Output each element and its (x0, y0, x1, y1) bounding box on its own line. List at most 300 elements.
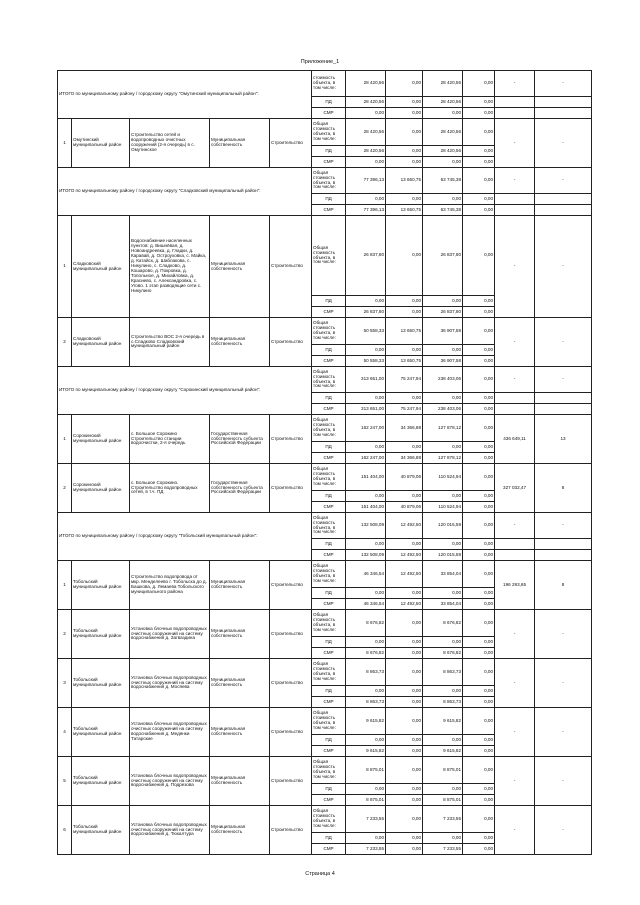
value-local-budget: 0,00 (463, 561, 495, 588)
value-total-cost: 26 837,80 (346, 216, 386, 296)
value-reg-budget: 8 676,82 (423, 648, 463, 659)
extra-col-2 (535, 194, 592, 205)
smr-label: СМР (312, 356, 346, 367)
ownership: Муниципальная собственность (210, 659, 270, 708)
value-fed-budget: 0,00 (386, 345, 423, 356)
value-local-budget: 0,00 (463, 296, 495, 307)
value-total-cost: 8 676,82 (346, 610, 386, 637)
value-reg-budget: 0,00 (423, 345, 463, 356)
value-total-cost: 9 615,82 (346, 746, 386, 757)
value-local-budget: 0,00 (463, 205, 495, 216)
row-number: 4 (58, 708, 72, 757)
value-reg-budget: 0,00 (423, 194, 463, 205)
value-fed-budget: 0,00 (386, 307, 423, 318)
object-row (58, 806, 592, 833)
value-total-cost: 26 837,80 (346, 307, 386, 318)
value-total-cost: 8 676,82 (346, 648, 386, 659)
value-total-cost: 0,00 (346, 157, 386, 168)
smr-label: СМР (312, 746, 346, 757)
value-total-cost: 9 615,82 (346, 708, 386, 735)
extra-col-2 (535, 97, 592, 108)
value-local-budget: 0,00 (463, 168, 495, 194)
units-value: 8 (535, 464, 592, 513)
work-type: Строительство (270, 757, 312, 806)
pd-label: ПД (312, 146, 346, 157)
work-type: Строительство (270, 415, 312, 464)
value-fed-budget: 12 492,50 (386, 513, 423, 539)
value-local-budget: 0,00 (463, 97, 495, 108)
value-reg-budget: 110 524,94 (423, 464, 463, 491)
extra-col-2: - (535, 367, 592, 393)
value-reg-budget: 110 524,94 (423, 502, 463, 513)
capacity-value: - (495, 318, 535, 367)
smr-label: СМР (312, 502, 346, 513)
value-fed-budget: 75 247,94 (386, 367, 423, 393)
value-fed-budget: 40 879,06 (386, 502, 423, 513)
value-local-budget: 0,00 (463, 464, 495, 491)
value-fed-budget: 13 650,75 (386, 356, 423, 367)
value-total-cost: 0,00 (346, 442, 386, 453)
value-total-cost: 50 558,33 (346, 356, 386, 367)
value-fed-budget: 0,00 (386, 833, 423, 844)
value-fed-budget: 0,00 (386, 442, 423, 453)
value-local-budget: 0,00 (463, 784, 495, 795)
value-fed-budget: 0,00 (386, 844, 423, 855)
ownership: Муниципальная собственность (210, 561, 270, 610)
value-fed-budget: 0,00 (386, 108, 423, 119)
smr-label: СМР (312, 307, 346, 318)
extra-col-2 (535, 550, 592, 561)
cost-label: Общая стоимость объекта, в том числе: (312, 708, 346, 735)
district-name: Тобольский муниципальный район (72, 757, 130, 806)
smr-label: СМР (312, 453, 346, 464)
value-reg-budget: 63 745,38 (423, 205, 463, 216)
capacity-value: 436 649,11 (495, 415, 535, 464)
units-value: - (535, 659, 592, 708)
value-reg-budget: 26 837,80 (423, 307, 463, 318)
value-fed-budget: 0,00 (386, 757, 423, 784)
district-name: Сладковский муниципальный район (72, 216, 130, 318)
smr-label: СМР (312, 844, 346, 855)
cost-label: Общая стоимость объекта, в том числе: (312, 513, 346, 539)
work-type: Строительство (270, 464, 312, 513)
units-value: 13 (535, 415, 592, 464)
value-local-budget: 0,00 (463, 659, 495, 686)
cost-label: Общая стоимость объекта, в том числе: (312, 806, 346, 833)
value-fed-budget: 0,00 (386, 491, 423, 502)
extra-col-1 (495, 550, 535, 561)
value-total-cost: 0,00 (346, 735, 386, 746)
value-local-budget: 0,00 (463, 648, 495, 659)
value-local-budget: 0,00 (463, 795, 495, 806)
value-reg-budget: 0,00 (423, 491, 463, 502)
value-fed-budget: 0,00 (386, 806, 423, 833)
itogo-row (58, 513, 592, 539)
value-local-budget: 0,00 (463, 833, 495, 844)
district-name: Тобольский муниципальный район (72, 806, 130, 855)
value-reg-budget: 8 863,73 (423, 697, 463, 708)
value-fed-budget: 12 492,50 (386, 550, 423, 561)
value-reg-budget: 33 854,04 (423, 599, 463, 610)
units-value: - (535, 757, 592, 806)
value-fed-budget: 13 650,75 (386, 168, 423, 194)
pd-label: ПД (312, 442, 346, 453)
row-number: 1 (58, 561, 72, 610)
value-reg-budget: 9 615,82 (423, 746, 463, 757)
capacity-value: 196 293,65 (495, 561, 535, 610)
district-name: Тобольский муниципальный район (72, 561, 130, 610)
cost-label: Общая стоимость объекта, в том числе: (312, 318, 346, 345)
pd-label: ПД (312, 491, 346, 502)
row-number: 5 (58, 757, 72, 806)
extra-col-1 (495, 108, 535, 119)
itogo-row (58, 71, 592, 97)
value-local-budget: 0,00 (463, 697, 495, 708)
cost-label: Общая стоимость объекта, в том числе: (312, 757, 346, 784)
value-reg-budget: 28 420,56 (423, 119, 463, 146)
extra-col-1 (495, 404, 535, 415)
cost-label: Общая стоимость объекта, в том числе: (312, 119, 346, 146)
value-reg-budget: 28 420,56 (423, 146, 463, 157)
extra-col-1: - (495, 71, 535, 97)
object-name: Установка блочных водопроводных очистных сооружений на систему водоснабжения д. Тюкалтура (130, 806, 210, 855)
work-type: Строительство (270, 561, 312, 610)
pd-label: ПД (312, 637, 346, 648)
smr-label: СМР (312, 205, 346, 216)
value-local-budget: 0,00 (463, 539, 495, 550)
value-local-budget: 0,00 (463, 442, 495, 453)
object-row (58, 216, 592, 296)
work-type: Строительство (270, 216, 312, 318)
work-type: Строительство (270, 806, 312, 855)
value-fed-budget: 0,00 (386, 697, 423, 708)
value-fed-budget: 0,00 (386, 746, 423, 757)
ownership: Муниципальная собственность (210, 708, 270, 757)
row-number: 1 (58, 216, 72, 318)
value-reg-budget: 238 403,06 (423, 404, 463, 415)
value-local-budget: 0,00 (463, 356, 495, 367)
object-name: Установка блочных водопроводных очистных сооружений на систему водоснабжения д. Подрезова (130, 757, 210, 806)
itogo-label: ИТОГО по муниципальному району / городскому округу "Тобольский муниципальный район": (58, 513, 312, 561)
value-total-cost: 0,00 (346, 833, 386, 844)
value-reg-budget: 7 233,55 (423, 806, 463, 833)
capacity-value: - (495, 806, 535, 855)
value-local-budget: 0,00 (463, 550, 495, 561)
value-fed-budget: 0,00 (386, 588, 423, 599)
value-total-cost: 7 233,55 (346, 806, 386, 833)
work-type: Строительство (270, 610, 312, 659)
extra-col-2 (535, 539, 592, 550)
value-fed-budget: 0,00 (386, 393, 423, 404)
value-local-budget: 0,00 (463, 307, 495, 318)
smr-label: СМР (312, 550, 346, 561)
value-local-budget: 0,00 (463, 708, 495, 735)
value-reg-budget: 127 878,12 (423, 415, 463, 442)
value-fed-budget: 0,00 (386, 659, 423, 686)
value-reg-budget: 238 403,06 (423, 367, 463, 393)
pd-label: ПД (312, 194, 346, 205)
value-local-budget: 0,00 (463, 735, 495, 746)
work-type: Строительство (270, 119, 312, 168)
value-reg-budget: 33 854,04 (423, 561, 463, 588)
district-name: Сорокинский муниципальный район (72, 415, 130, 464)
value-fed-budget: 0,00 (386, 119, 423, 146)
pd-label: ПД (312, 393, 346, 404)
value-total-cost: 0,00 (346, 539, 386, 550)
value-total-cost: 0,00 (346, 686, 386, 697)
object-name: Строительство ВОС 2-я очередь в с.Сладково Сладковский муниципальный район (130, 318, 210, 367)
value-reg-budget: 120 015,59 (423, 513, 463, 539)
pd-label: ПД (312, 296, 346, 307)
extra-col-1 (495, 539, 535, 550)
capacity-value: - (495, 119, 535, 168)
district-name: Сорокинский муниципальный район (72, 464, 130, 513)
district-name: Тобольский муниципальный район (72, 659, 130, 708)
value-fed-budget: 0,00 (386, 784, 423, 795)
value-total-cost: 132 508,09 (346, 550, 386, 561)
value-fed-budget: 0,00 (386, 795, 423, 806)
value-fed-budget: 12 492,50 (386, 599, 423, 610)
extra-col-2 (535, 205, 592, 216)
value-fed-budget: 0,00 (386, 637, 423, 648)
capacity-value: - (495, 610, 535, 659)
value-local-budget: 0,00 (463, 844, 495, 855)
value-reg-budget: 0,00 (423, 637, 463, 648)
pd-label: ПД (312, 588, 346, 599)
value-local-budget: 0,00 (463, 415, 495, 442)
extra-col-1: - (495, 513, 535, 539)
capacity-value: - (495, 659, 535, 708)
value-total-cost: 77 396,13 (346, 205, 386, 216)
extra-col-1 (495, 393, 535, 404)
pd-label: ПД (312, 539, 346, 550)
value-reg-budget: 36 907,58 (423, 318, 463, 345)
work-type: Строительство (270, 318, 312, 367)
object-row (58, 659, 592, 686)
value-total-cost: 0,00 (346, 491, 386, 502)
units-value: - (535, 610, 592, 659)
object-row (58, 464, 592, 491)
capacity-value: - (495, 216, 535, 318)
ownership: Муниципальная собственность (210, 610, 270, 659)
object-name: Установка блочных водопроводных очистных сооружений на систему водоснабжения д. Медянки Татарские (130, 708, 210, 757)
object-name: Строительство сетей и водопроводных очистных сооружений (2-я очередь) в с. Омутинское (130, 119, 210, 168)
extra-col-1 (495, 97, 535, 108)
cost-label: Общая стоимость объекта, в том числе: (312, 367, 346, 393)
value-fed-budget: 0,00 (386, 146, 423, 157)
value-total-cost: 162 247,00 (346, 415, 386, 442)
value-fed-budget: 12 492,50 (386, 561, 423, 588)
extra-col-2: - (535, 513, 592, 539)
value-local-budget: 0,00 (463, 216, 495, 296)
object-row (58, 561, 592, 588)
value-local-budget: 0,00 (463, 453, 495, 464)
object-name: Строительство водопровода от мкр. Менделеево г. Тобольска до д. Башкова, д. Лемаева Тобольского муниципального района (130, 561, 210, 610)
extra-col-1 (495, 205, 535, 216)
cost-label: Общая стоимость объекта, в том числе: (312, 168, 346, 194)
value-total-cost: 0,00 (346, 637, 386, 648)
value-reg-budget: 28 420,56 (423, 71, 463, 97)
value-reg-budget: 0,00 (423, 686, 463, 697)
value-reg-budget: 0,00 (423, 296, 463, 307)
smr-label: СМР (312, 157, 346, 168)
extra-col-2: - (535, 168, 592, 194)
value-fed-budget: 0,00 (386, 648, 423, 659)
units-value: 8 (535, 561, 592, 610)
value-fed-budget: 0,00 (386, 539, 423, 550)
extra-col-2 (535, 108, 592, 119)
value-local-budget: 0,00 (463, 108, 495, 119)
value-local-budget: 0,00 (463, 119, 495, 146)
value-total-cost: 313 651,00 (346, 367, 386, 393)
value-local-budget: 0,00 (463, 599, 495, 610)
smr-label: СМР (312, 599, 346, 610)
value-local-budget: 0,00 (463, 367, 495, 393)
value-total-cost: 8 863,73 (346, 659, 386, 686)
value-fed-budget: 75 247,94 (386, 404, 423, 415)
ownership: Государственная собственность субъекта Российской Федерации (210, 415, 270, 464)
value-total-cost: 0,00 (346, 393, 386, 404)
pd-label: ПД (312, 784, 346, 795)
pd-label: ПД (312, 97, 346, 108)
extra-col-2: - (535, 71, 592, 97)
value-reg-budget: 0,00 (423, 157, 463, 168)
cost-label: Общая стоимость объекта, в том числе: (312, 610, 346, 637)
smr-label: СМР (312, 648, 346, 659)
value-local-budget: 0,00 (463, 686, 495, 697)
object-name: Водоснабжение населенных пунктов: д. Вишнёвая, д. Новоандреевка, д. Гладки, д. Каравай, д. Остроуховка, с. Майка, д. Катайск, д. Шаблакова, с. Никулино, с. Сладково, д. Кошарово, д. Покровка, д. Топольное, д. Михайловка, д. Красиево, с. Александровка, с. Угово. 1 этап разводящие сети с. Никулино (130, 216, 210, 318)
itogo-row (58, 168, 592, 194)
value-local-budget: 0,00 (463, 318, 495, 345)
value-fed-budget: 0,00 (386, 708, 423, 735)
pd-label: ПД (312, 345, 346, 356)
value-local-budget: 0,00 (463, 806, 495, 833)
value-fed-budget: 0,00 (386, 610, 423, 637)
value-local-budget: 0,00 (463, 588, 495, 599)
object-row (58, 757, 592, 784)
value-reg-budget: 0,00 (423, 735, 463, 746)
value-reg-budget: 8 863,73 (423, 659, 463, 686)
object-name: с. Большое Сорокино. Строительство водопроводных сетей, в т.ч. ПД (130, 464, 210, 513)
cost-label: Общая стоимость объекта, в том числе: (312, 464, 346, 491)
value-reg-budget: 26 837,80 (423, 216, 463, 296)
capacity-value: - (495, 708, 535, 757)
value-total-cost: 132 508,09 (346, 513, 386, 539)
smr-label: СМР (312, 108, 346, 119)
value-reg-budget: 36 907,58 (423, 356, 463, 367)
value-local-budget: 0,00 (463, 194, 495, 205)
value-total-cost: 151 404,00 (346, 464, 386, 491)
value-reg-budget: 0,00 (423, 833, 463, 844)
value-local-budget: 0,00 (463, 637, 495, 648)
value-fed-budget: 0,00 (386, 735, 423, 746)
value-total-cost: 8 863,73 (346, 697, 386, 708)
value-reg-budget: 8 875,01 (423, 757, 463, 784)
value-total-cost: 50 558,33 (346, 318, 386, 345)
extra-col-1 (495, 194, 535, 205)
value-total-cost: 28 420,56 (346, 146, 386, 157)
value-total-cost: 46 346,54 (346, 561, 386, 588)
value-local-budget: 0,00 (463, 146, 495, 157)
value-total-cost: 0,00 (346, 345, 386, 356)
ownership: Муниципальная собственность (210, 806, 270, 855)
object-row (58, 415, 592, 442)
page-footer: Страница 4 (305, 871, 335, 877)
object-row (58, 119, 592, 146)
row-number: 2 (58, 318, 72, 367)
units-value: - (535, 708, 592, 757)
value-reg-budget: 28 420,56 (423, 97, 463, 108)
value-total-cost: 28 420,56 (346, 71, 386, 97)
ownership: Муниципальная собственность (210, 216, 270, 318)
object-row (58, 610, 592, 637)
value-local-budget: 0,00 (463, 746, 495, 757)
value-total-cost: 8 875,01 (346, 795, 386, 806)
district-name: Тобольский муниципальный район (72, 610, 130, 659)
row-number: 3 (58, 659, 72, 708)
itogo-label: ИТОГО по муниципальному району / городскому округу "Сорокинский муниципальный район": (58, 367, 312, 415)
units-value: - (535, 216, 592, 318)
value-fed-budget: 13 650,75 (386, 205, 423, 216)
value-total-cost: 0,00 (346, 108, 386, 119)
value-fed-budget: 0,00 (386, 97, 423, 108)
cost-label: Общая стоимость объекта, в том числе: (312, 415, 346, 442)
value-reg-budget: 8 875,01 (423, 795, 463, 806)
pd-label: ПД (312, 735, 346, 746)
row-number: 1 (58, 119, 72, 168)
value-local-budget: 0,00 (463, 345, 495, 356)
value-local-budget: 0,00 (463, 157, 495, 168)
value-reg-budget: 120 015,59 (423, 550, 463, 561)
pd-label: ПД (312, 686, 346, 697)
units-value: - (535, 119, 592, 168)
value-total-cost: 162 247,00 (346, 453, 386, 464)
value-reg-budget: 63 745,38 (423, 168, 463, 194)
ownership: Государственная собственность субъекта Российской Федерации (210, 464, 270, 513)
value-fed-budget: 40 879,06 (386, 464, 423, 491)
units-value: - (535, 806, 592, 855)
value-reg-budget: 127 878,12 (423, 453, 463, 464)
value-total-cost: 7 233,55 (346, 844, 386, 855)
extra-col-1: - (495, 168, 535, 194)
value-reg-budget: 0,00 (423, 588, 463, 599)
cost-label: Общая стоимость объекта, в том числе: (312, 659, 346, 686)
value-total-cost: 28 420,56 (346, 119, 386, 146)
value-local-budget: 0,00 (463, 491, 495, 502)
value-fed-budget: 34 366,88 (386, 453, 423, 464)
value-total-cost: 0,00 (346, 784, 386, 795)
value-local-budget: 0,00 (463, 502, 495, 513)
value-total-cost: 313 651,00 (346, 404, 386, 415)
value-local-budget: 0,00 (463, 71, 495, 97)
object-name: Установка блочных водопроводных очистных сооружений на систему водоснабжения д. Загваздина (130, 610, 210, 659)
extra-col-2 (535, 404, 592, 415)
value-total-cost: 151 404,00 (346, 502, 386, 513)
value-total-cost: 28 420,56 (346, 97, 386, 108)
value-reg-budget: 0,00 (423, 784, 463, 795)
extra-col-2 (535, 393, 592, 404)
value-fed-budget: 13 650,75 (386, 318, 423, 345)
ownership: Муниципальная собственность (210, 757, 270, 806)
value-fed-budget: 0,00 (386, 194, 423, 205)
ownership: Муниципальная собственность (210, 119, 270, 168)
smr-label: СМР (312, 795, 346, 806)
value-reg-budget: 8 676,82 (423, 610, 463, 637)
district-name: Омутинский муниципальный район (72, 119, 130, 168)
value-local-budget: 0,00 (463, 393, 495, 404)
value-fed-budget: 34 366,88 (386, 415, 423, 442)
work-type: Строительство (270, 659, 312, 708)
